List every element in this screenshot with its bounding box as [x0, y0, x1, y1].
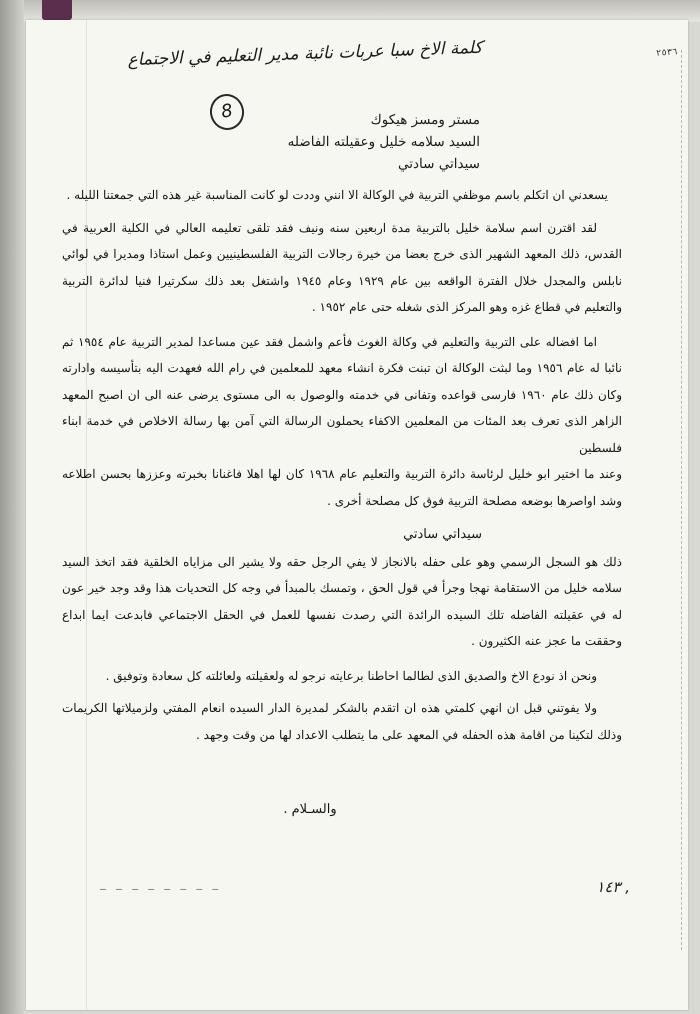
scan-edge-top — [0, 0, 700, 22]
reference-number: ٢٥٣٦ — [655, 47, 679, 59]
paragraph-subheading: سيداتي سادتي — [403, 527, 482, 542]
salutation-line-3: سيداتي سادتي — [398, 156, 480, 172]
paragraph-intro: يسعدني ان اتكلم باسم موظفي التربية في الوكالة الا انني وددت لو كانت المناسبة غير هذه التي جمعتنا الليله . — [66, 188, 608, 202]
footer-dashes: — — — — — — — — — [100, 884, 221, 895]
perforation-strip — [671, 50, 682, 950]
letter-body — [62, 182, 622, 748]
salutation-line-2: السيد سلامه خليل وعقيلته الفاضله — [287, 134, 480, 150]
paragraph-character: ذلك هو السجل الرسمي وهو على حفله بالانجاز لا يفي الرجل حقه ولا يشير الى مزاياه الخلقية فقد اتخذ السيد سلامه خليل من الاستقامة نهجا وجرأ في قول الحق ، وتمسك بالمبدأ في وجه كل التحديات هذا وقد وجد خير عون له في عقيلته الفاضله تلك السيده الرائدة التي رصدت نفسها للعمل في الحقل الاجتماعي فابدعت ايما ابداع وحققت ما عجز عنه الكثيرون . — [62, 554, 622, 648]
paragraph-unrwa-service: اما افضاله على التربية والتعليم في وكالة الغوث فأعم واشمل فقد عين مساعدا لمدير التربية عام ١٩٥٤ ثم نائبا له عام ١٩٥٦ وما لبثت الوكالة ان تبنت فكرة انشاء معهد للمعلمين في رام الله فعهدت اليه بتأسيسه وادارته وكان ذلك عام ١٩٦٠ فارسى قواعده وتفانى في خدمته والوصول به الى مستوى يرضى عنه الى ان اصبح المعهد الزاهر الذى تعرف بعد المئات من المعلمين الاكفاء يحملون الرسالة التي آمن بها رسالة الاخلاص في خدمة ابناء فلسطين — [62, 334, 623, 455]
scan-edge-left — [0, 0, 24, 1014]
paragraph-appointment: وعند ما اختير ابو خليل لرئاسة دائرة التربية والتعليم عام ١٩٦٨ كان لها اهلا فاغنانا بخبرته وعززها بحسن اطلاعه وشد اواصرها بوضعه مصلحة التربية فوق كل مصلحة أخرى . — [62, 467, 623, 508]
salutation-line-1: مستر ومسز هيكوك — [370, 112, 480, 128]
footer-handwritten-mark: ١٤٣ , — [596, 878, 630, 896]
paragraph-farewell: ونحن اذ نودع الاخ والصديق الذى لطالما احاطنا برعايته نرجو له ولعقيلته ولعائلته كل سعادة وتوفيق . — [105, 668, 597, 683]
paragraph-thanks: ولا يفوتني قبل ان انهي كلمتي هذه ان اتقدم بالشكر لمديرة الدار السيده انعام المفتي ولزميلاتها الكريمات وذلك لتكينا من اقامة هذه الحفله في المعهد على ما يتطلب الاعداد لها من وقت وجهد . — [62, 701, 622, 742]
circled-page-mark: 8 — [207, 91, 247, 132]
closing-salam: والسـلام . — [283, 802, 337, 817]
handwritten-title: كلمة الاخ سبا عربات نائبة مدير التعليم في الاجتماع — [127, 37, 483, 71]
footer-marks — [100, 878, 640, 908]
binder-clip — [42, 0, 72, 20]
paragraph-biography: لقد اقترن اسم سلامة خليل بالتربية مدة اربعين سنه ونيف فقد تلقى تعليمه العالي في الكلية العربية في القدس، ذلك المعهد الشهير الذى خرج بعضا من خيرة رجالات التربية الفلسطينيين وعمل استاذا ومديرا في لوائي نابلس والمجدل خلال الفترة الواقعه بين عام ١٩٢٩ وعام ١٩٤٥ واشتغل بعد ذلك سكرتيرا فنيا لدائرة التربية والتعليم في قطاع غزه وهو المركز الذى شغله حتى عام ١٩٥٢ . — [62, 220, 622, 314]
